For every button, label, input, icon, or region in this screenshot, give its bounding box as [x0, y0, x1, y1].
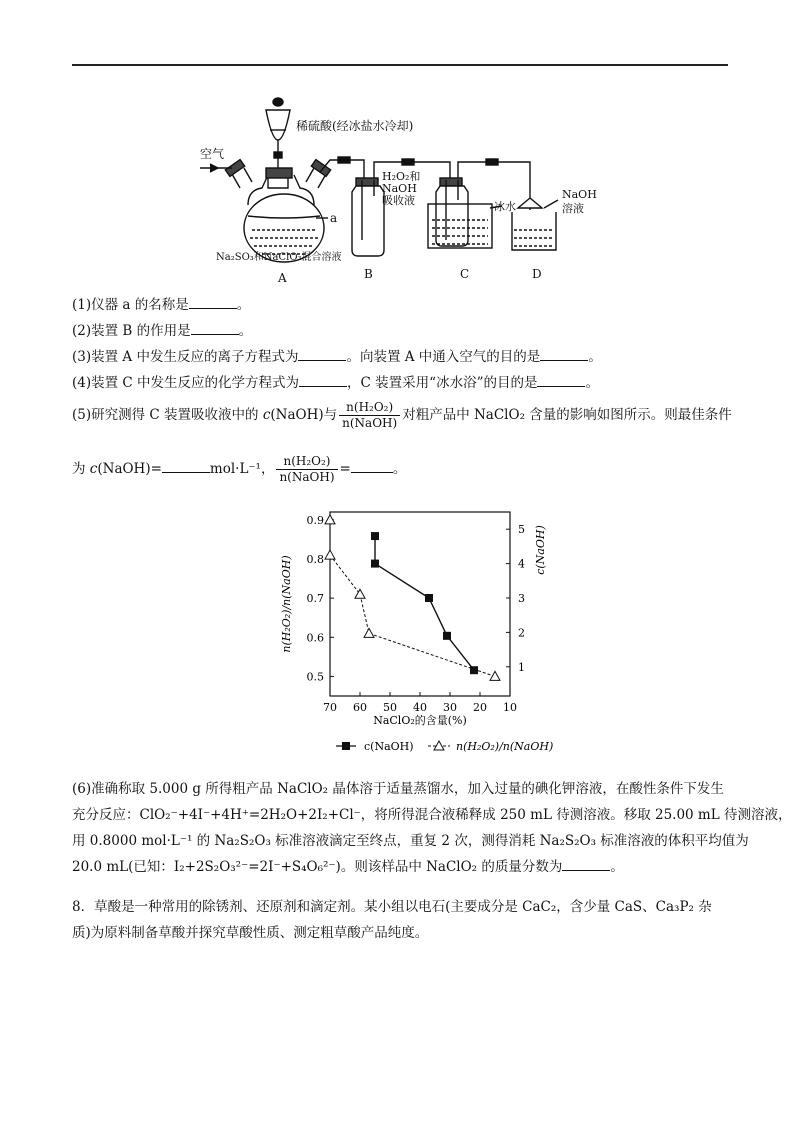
apparatus-label-c: C: [460, 267, 470, 281]
plot-frame: [330, 512, 510, 696]
answer-blank[interactable]: [562, 856, 610, 871]
legend-entry-2: n(H₂O₂)/n(NaOH): [456, 740, 554, 753]
y-right-tick-label: 1: [518, 660, 525, 674]
naclo2-chart: [0, 506, 800, 766]
x-tick-label: 50: [383, 701, 397, 714]
y-left-tick-label: 0.9: [306, 513, 324, 527]
y-left-tick-label: 0.7: [306, 592, 324, 606]
question-1: (1)仪器 a 的名称是 。: [72, 294, 732, 316]
data-point-triangle: [355, 589, 365, 598]
y-left-tick-label: 0.5: [306, 670, 324, 684]
c-solution-label-3: 吸收液: [382, 194, 415, 207]
x-tick-label: 60: [353, 701, 367, 714]
data-point-square: [371, 532, 379, 540]
y-left-tick-label: 0.6: [306, 631, 324, 645]
x-tick-label: 10: [503, 701, 517, 714]
question-3: (3)装置 A 中发生反应的离子方程式为 。向装置 A 中通入空气的目的是 。: [72, 346, 732, 368]
y-left-tick-label: 0.8: [306, 552, 324, 566]
ice-water-label: 冰水: [494, 200, 516, 213]
d-solution-label-1: NaOH: [562, 188, 597, 201]
answer-blank[interactable]: [189, 294, 237, 309]
air-label: 空气: [200, 147, 225, 161]
data-point-triangle: [325, 515, 335, 524]
question-4: (4)装置 C 中发生反应的化学方程式为 ，C 装置采用“冰水浴”的目的是 。: [72, 372, 732, 394]
y-left-label: n(H₂O₂)/n(NaOH): [280, 555, 293, 653]
answer-blank[interactable]: [191, 320, 239, 335]
question-6-line-1: (6)准确称取 5.000 g 所得粗产品 NaClO₂ 晶体溶于适量蒸馏水，加入过量的碘化钾溶液，在酸性条件下发生: [72, 781, 724, 797]
y-right-label: c(NaOH): [534, 525, 547, 575]
answer-blank[interactable]: [299, 372, 347, 387]
series-line-1: [375, 536, 474, 670]
data-point-square: [371, 560, 379, 568]
legend-entry-1: c(NaOH): [364, 740, 414, 753]
x-tick-label: 70: [323, 701, 337, 714]
data-point-triangle: [490, 671, 500, 680]
x-tick-label: 40: [413, 701, 427, 714]
data-point-square: [443, 632, 451, 640]
flask-solution-label: Na₂SO₃和NaClO₃混合溶液: [216, 252, 342, 263]
data-point-square: [470, 666, 478, 674]
question-5-line-2: 为 c(NaOH)= mol·L⁻¹， $\frac{\text{n(H₂O₂)}}{\text{n(NaOH)}}$ = 。: [72, 454, 407, 484]
y-right-tick-label: 4: [518, 557, 525, 571]
answer-blank[interactable]: [351, 458, 393, 473]
question-8-line-1: 8．草酸是一种常用的除锈剂、还原剂和滴定剂。某小组以电石(主要成分是 CaC₂，含少量 CaS、Ca₃P₂ 杂: [72, 899, 712, 915]
question-6-line-4: 20.0 mL(已知：I₂+2S₂O₃²⁻=2I⁻+S₄O₆²⁻)。则该样品中 NaClO₂ 的质量分数为 。: [72, 856, 732, 878]
apparatus-label-b: B: [364, 267, 373, 281]
legend-square-marker: [342, 742, 350, 750]
apparatus-label-a: A: [278, 271, 287, 285]
answer-blank[interactable]: [537, 372, 585, 387]
x-axis-label: NaClO₂的含量(%): [373, 714, 467, 727]
question-6-line-3: 用 0.8000 mol·L⁻¹ 的 Na₂S₂O₃ 标准溶液滴定至终点，重复 2 次，测得消耗 Na₂S₂O₃ 标准溶液的体积平均值为: [72, 833, 749, 849]
data-point-triangle: [364, 628, 374, 637]
header-rule: [72, 64, 728, 66]
a-label: a: [330, 211, 338, 225]
c-solution-label-1: H₂O₂和: [382, 170, 421, 183]
answer-blank[interactable]: [162, 458, 210, 473]
question-8-line-2: 质)为原料制备草酸并探究草酸性质、测定粗草酸产品纯度。: [72, 925, 429, 941]
ratio-fraction: $\frac{\text{n(H₂O₂)}}{\text{n(NaOH)}}$: [276, 454, 337, 485]
y-right-tick-label: 5: [518, 523, 525, 537]
answer-blank[interactable]: [540, 346, 588, 361]
answer-blank[interactable]: [298, 346, 346, 361]
ratio-fraction: $\frac{\text{n(H₂O₂)}}{\text{n(NaOH)}}$: [339, 400, 400, 431]
question-6-line-2: 充分反应：ClO₂⁻+4I⁻+4H⁺=2H₂O+2I₂+Cl⁻，将所得混合液稀释成 250 mL 待测溶液。移取 25.00 mL 待测溶液，: [72, 807, 792, 823]
y-right-tick-label: 3: [518, 591, 525, 605]
question-2: (2)装置 B 的作用是 。: [72, 320, 732, 342]
x-tick-label: 30: [443, 701, 457, 714]
question-5-line-1: (5)研究测得 C 装置吸收液中的 c(NaOH)与 $\frac{\text{n(H₂O₂)}}{\text{n(NaOH)}}$ 对粗产品中 NaClO₂ 含量的影响如图所示。则最佳条件: [72, 400, 732, 430]
c-solution-label-2: NaOH: [382, 182, 417, 195]
acid-label: 稀硫酸(经冰盐水冷却): [296, 119, 414, 133]
d-solution-label-2: 溶液: [562, 202, 584, 215]
x-tick-label: 20: [473, 701, 487, 714]
apparatus-label-d: D: [532, 267, 542, 281]
data-point-triangle: [325, 550, 335, 559]
data-point-square: [425, 594, 433, 602]
y-right-tick-label: 2: [518, 626, 525, 640]
